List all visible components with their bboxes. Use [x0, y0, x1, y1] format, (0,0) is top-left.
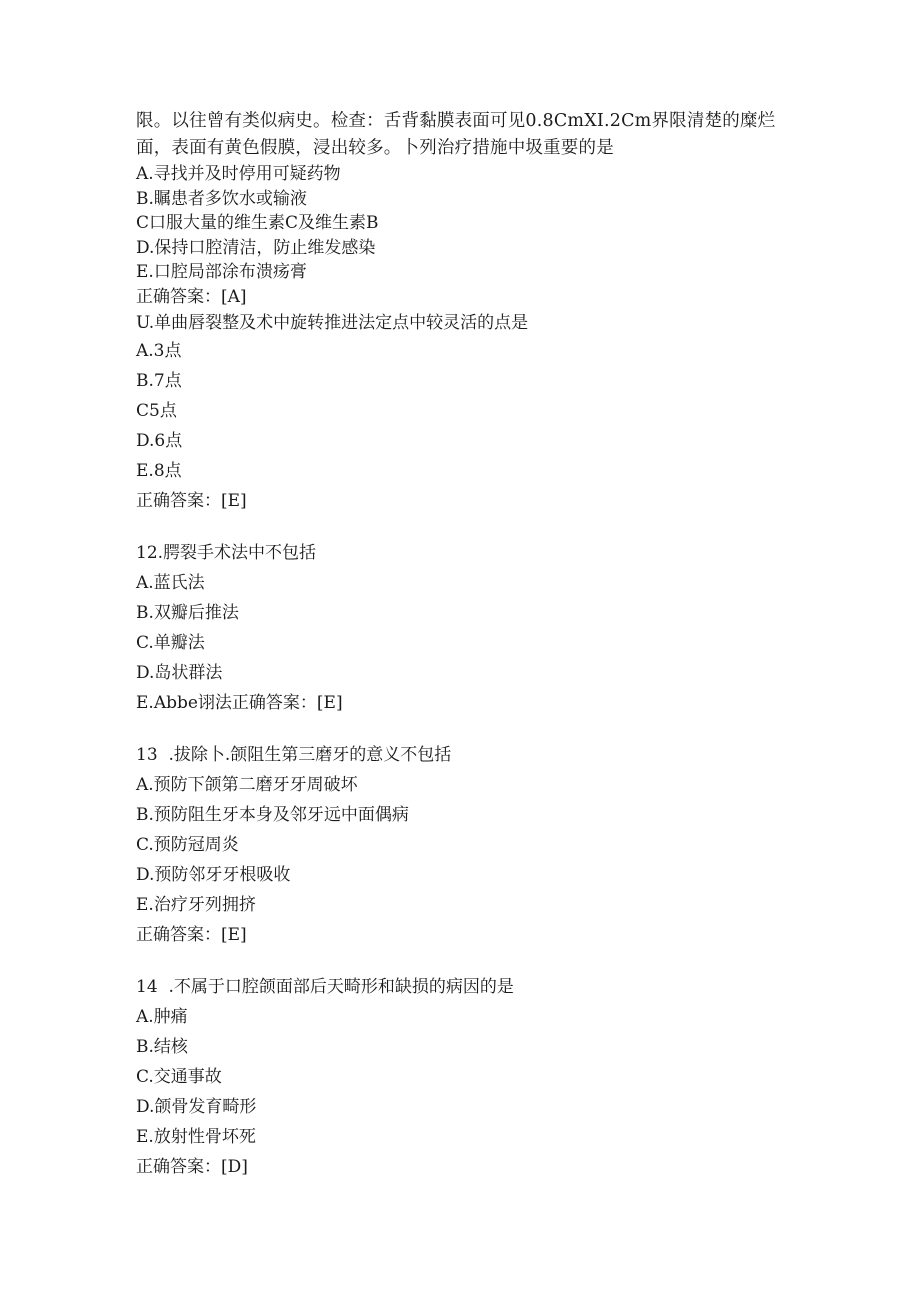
question-14 — [136, 975, 796, 1185]
question-title: 13 .拔除卜.颌阻生第三磨牙的意义不包括 — [136, 744, 452, 765]
question-title: 14 .不属于口腔颌面部后天畸形和缺损的病因的是 — [136, 976, 514, 997]
option-a: A.3点 — [136, 340, 182, 361]
correct-answer: 正确答案：[E] — [136, 924, 247, 945]
option-a: A.寻找并及时停用可疑药物 — [136, 164, 341, 184]
option-c: C.交通事故 — [136, 1066, 222, 1087]
option-b: B.双瓣后推法 — [136, 602, 239, 623]
option-e: E.8点 — [136, 460, 182, 481]
question-stem-line: 面，表面有黄色假膜，浸出较多。卜列治疗措施中圾重要的是 — [136, 138, 614, 158]
option-b: B.7点 — [136, 370, 182, 391]
option-e: E.放射性骨坏死 — [136, 1126, 256, 1147]
option-e: E.治疗牙列拥挤 — [136, 894, 256, 915]
option-b: B.预防阻生牙本身及邻牙远中面偶病 — [136, 804, 409, 825]
option-d: D.岛状群法 — [136, 662, 223, 683]
option-a: A.肿痛 — [136, 1006, 188, 1027]
option-a: A.蓝氏法 — [136, 572, 205, 593]
option-d: D.保持口腔清洁，防止维发感染 — [136, 237, 376, 258]
option-b: B.瞩患者多饮水或输液 — [136, 188, 307, 209]
option-b: B.结核 — [136, 1036, 188, 1057]
option-c: C5点 — [136, 400, 177, 421]
question-12 — [136, 541, 796, 721]
question-title: U.单曲唇裂整及术中旋转推进法定点中较灵活的点是 — [136, 312, 529, 333]
option-e: E.口腔局部涂布溃疡膏 — [136, 262, 307, 282]
option-a: A.预防下颌第二磨牙牙周破坏 — [136, 774, 358, 795]
question-10 — [136, 108, 796, 311]
document-page — [136, 108, 796, 1185]
question-13 — [136, 743, 796, 953]
option-e-with-answer: E.Abbe诩法正确答案：[E] — [136, 692, 343, 713]
option-d: D.6点 — [136, 430, 183, 451]
question-stem-line: 限。以往曾有类似病史。检查：舌背黏膜表面可见0.8CmXI.2Cm界限清楚的糜烂 — [136, 111, 776, 131]
option-c: C口服大量的维生素C及维生素B — [136, 213, 379, 233]
option-c: C.单瓣法 — [136, 632, 205, 653]
question-11 — [136, 311, 796, 519]
correct-answer: 正确答案：[A] — [136, 286, 247, 307]
question-title: 12.腭裂手术法中不包括 — [136, 542, 317, 563]
correct-answer: 正确答案：[D] — [136, 1156, 248, 1177]
option-c: C.预防冠周炎 — [136, 834, 239, 855]
correct-answer: 正确答案：[E] — [136, 490, 247, 511]
option-d: D.预防邻牙牙根吸收 — [136, 864, 291, 885]
option-d: D.颌骨发育畸形 — [136, 1096, 257, 1117]
